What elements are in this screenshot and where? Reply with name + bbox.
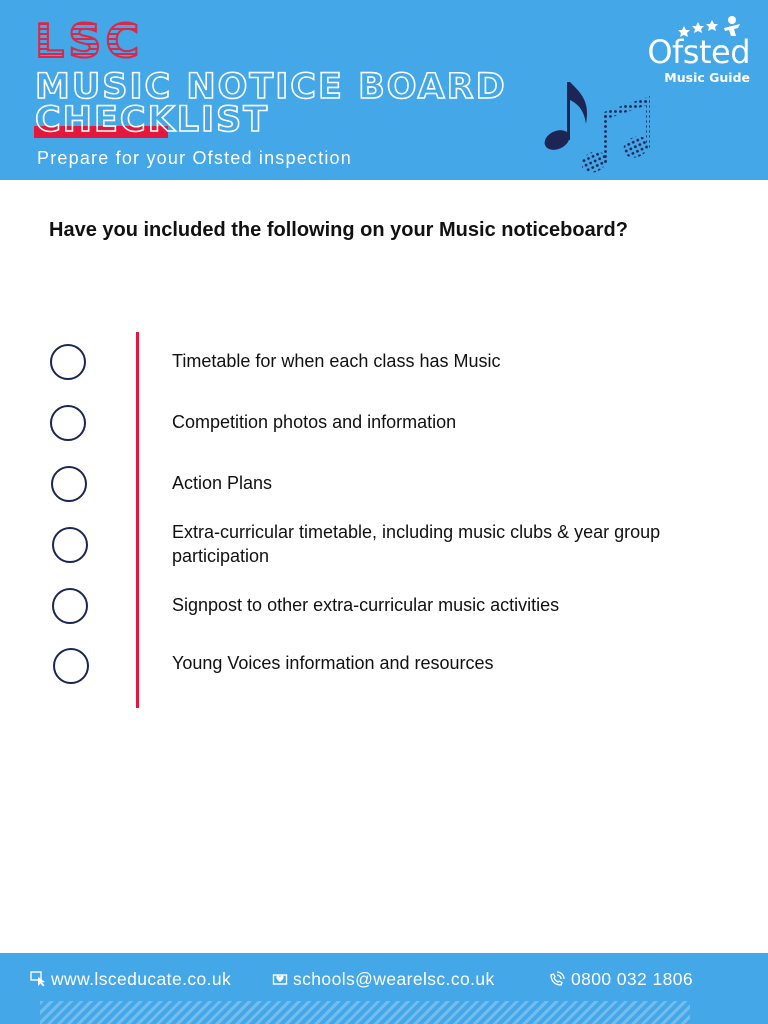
phone-link[interactable] [548,968,693,990]
heart-mail-icon [272,971,288,987]
phone-text: 0800 032 1806 [571,968,693,989]
checkbox-circle[interactable] [52,527,88,563]
checklist-item-label: Extra-curricular timetable, including music clubs & year group participation [172,522,661,566]
ofsted-subtitle: Music Guide [664,70,750,85]
checkbox-circle[interactable] [50,344,86,380]
checkbox-circle[interactable] [51,466,87,502]
checkbox-circle[interactable] [52,588,88,624]
page-title-line-2: CHECKLIST [35,100,270,140]
checklist-item-label: Action Plans [172,473,273,493]
checklist-item-label: Young Voices information and resources [172,653,494,673]
ofsted-wordmark: Ofsted [647,33,750,71]
email-text: schools@wearelsc.co.uk [293,968,495,989]
checklist-item-label: Competition photos and information [172,412,457,432]
page-header [0,0,768,180]
checkbox-circle[interactable] [50,405,86,441]
lsc-logo: LSC [35,14,144,68]
page-title-line-1: MUSIC NOTICE BOARD [35,67,507,107]
checklist-question: Have you included the following on your Music noticeboard? [49,219,628,241]
checklist-item-label: Signpost to other extra-curricular music activities [172,595,560,615]
website-link[interactable] [30,968,231,990]
checkbox-circle[interactable] [53,648,89,684]
website-text: www.lsceducate.co.uk [51,968,232,989]
footer-stripes [40,1001,690,1024]
checklist-item-label: Timetable for when each class has Music [172,351,501,371]
page-subtitle: Prepare for your Ofsted inspection [37,148,352,168]
email-link[interactable] [272,968,495,990]
music-notes-icon [538,74,662,178]
phone-signal-icon [548,970,566,988]
cursor-icon [30,971,46,987]
page-footer [0,953,768,1024]
red-divider [136,332,139,708]
ofsted-badge [640,14,750,88]
